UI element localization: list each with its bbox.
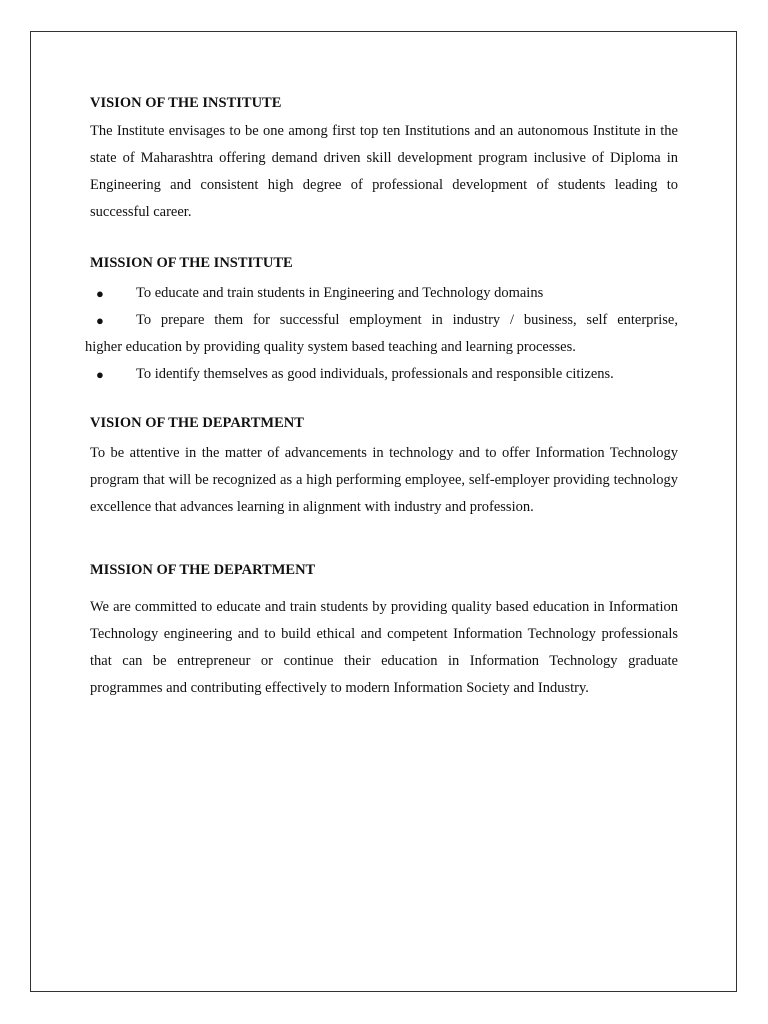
list-item-text-continued: higher education by providing quality system based teaching and learning processes. xyxy=(85,339,576,355)
bullet-icon: ● xyxy=(96,367,104,382)
vision-institute-heading: VISION OF THE INSTITUTE xyxy=(90,95,282,111)
list-item xyxy=(85,307,678,361)
bullet-icon: ● xyxy=(96,313,104,328)
list-item-text: To identify themselves as good individuals, professionals and responsible citizens. xyxy=(136,366,614,382)
mission-department-section xyxy=(90,560,678,702)
vision-institute-text: The Institute envisages to be one among first top ten Institutions and an autonomous Institute in the state of Maharashtra offering demand driven skill development program inclusive of Diploma in Engineering and consistent high degree of professional development of students leading to successful career. xyxy=(90,123,678,220)
vision-institute-section xyxy=(90,93,678,226)
list-item xyxy=(90,361,678,388)
list-item-text: To prepare them for successful employment in industry / business, self enterprise, xyxy=(136,312,678,328)
mission-department-text: We are committed to educate and train students by providing quality based education in Information Technology engineering and to build ethical and competent Information Technology professionals that can be entrepreneur or continue their education in Information Technology graduate programmes and contributing effectively to modern Information Society and Industry. xyxy=(90,599,678,696)
mission-institute-heading: MISSION OF THE INSTITUTE xyxy=(90,255,293,271)
list-item-text: To educate and train students in Engineering and Technology domains xyxy=(136,285,544,301)
vision-department-section xyxy=(90,413,678,521)
vision-department-text: To be attentive in the matter of advancements in technology and to offer Information Technology program that will be recognized as a high performing employee, self-employer providing technology excellence that advances learning in alignment with industry and profession. xyxy=(90,445,678,515)
vision-department-heading: VISION OF THE DEPARTMENT xyxy=(90,415,304,431)
mission-institute-list xyxy=(85,280,678,388)
bullet-icon: ● xyxy=(96,286,104,301)
mission-department-heading: MISSION OF THE DEPARTMENT xyxy=(90,562,316,578)
list-item xyxy=(90,280,678,307)
mission-institute-section xyxy=(85,253,678,388)
